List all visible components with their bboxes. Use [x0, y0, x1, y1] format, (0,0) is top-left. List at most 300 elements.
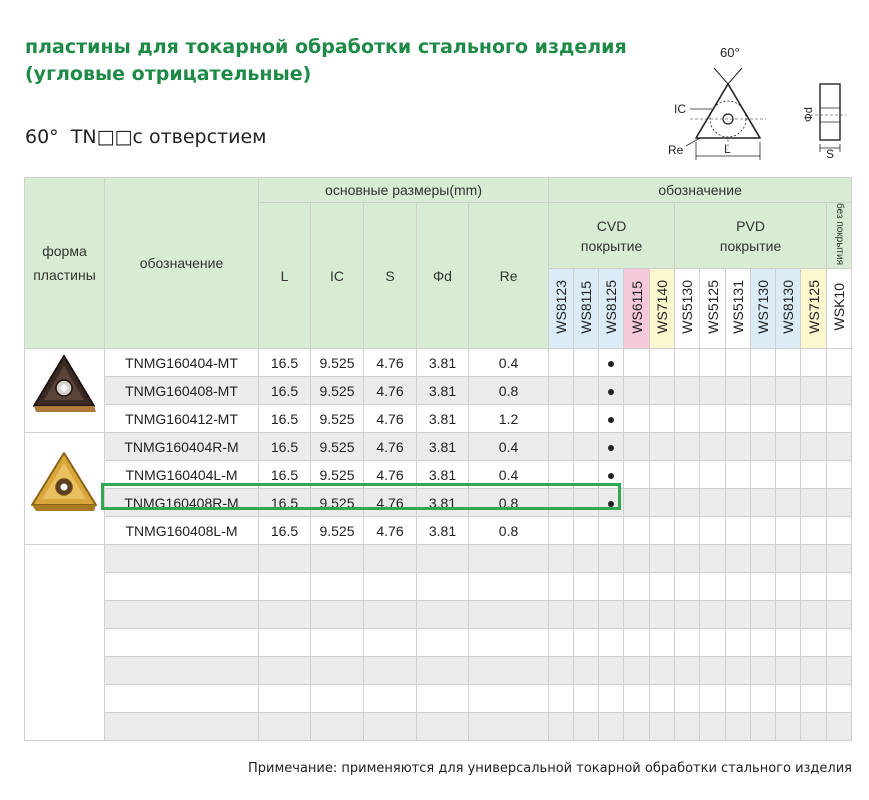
designation-cell: TNMG160412-MT: [105, 405, 259, 433]
designation-cell: TNMG160404R-M: [105, 433, 259, 461]
phid-label: Φd: [803, 107, 815, 122]
dim-l-cell: [259, 601, 311, 629]
grade-cell-ws7125: [801, 461, 827, 489]
grade-cell-ws5131: [726, 405, 751, 433]
grade-cell-ws7130: [751, 405, 776, 433]
table-row: [25, 349, 852, 377]
dim-s-cell: 4.76: [364, 349, 417, 377]
grade-cell-ws7125: [801, 545, 827, 573]
grade-cell-ws7140: [650, 713, 675, 741]
dim-l-cell: [259, 629, 311, 657]
grade-cell-ws5130: [675, 349, 700, 377]
footer-note: Примечание: применяются для универсальной токарной обработки стального изделия: [248, 761, 852, 776]
grade-cell-ws8130: [776, 601, 801, 629]
dim-l-cell: [259, 685, 311, 713]
table-row: [25, 433, 852, 461]
grade-cell-ws8125: [599, 545, 624, 573]
grade-cell-ws8123: [549, 545, 574, 573]
grade-cell-ws8125: [599, 377, 624, 405]
grade-cell-ws7140: [650, 377, 675, 405]
dim-re-cell: 0.8: [469, 517, 549, 545]
dim-ic-cell: [311, 685, 364, 713]
grade-cell-ws7130: [751, 433, 776, 461]
grade-header-ws5131: WS5131: [726, 269, 751, 349]
grade-header-wsk10: WSK10: [827, 269, 852, 349]
grade-cell-ws5131: [726, 629, 751, 657]
grade-cell-wsk10: [827, 573, 852, 601]
grade-cell-ws8125: [599, 657, 624, 685]
dim-ic-cell: 9.525: [311, 461, 364, 489]
grade-cell-ws5131: [726, 517, 751, 545]
grade-cell-ws8123: [549, 685, 574, 713]
dim-s-cell: [364, 629, 417, 657]
title-line-1: пластины для токарной обработки стального изделия: [25, 36, 627, 58]
black-triangle-insert-icon: [30, 350, 100, 420]
grade-cell-ws8123: [549, 713, 574, 741]
grade-cell-ws8115: [574, 405, 599, 433]
grade-cell-ws7125: [801, 657, 827, 685]
grade-cell-ws8115: [574, 377, 599, 405]
designation-cell: [105, 629, 259, 657]
grade-cell-ws7140: [650, 517, 675, 545]
grade-cell-ws8115: [574, 657, 599, 685]
grade-cell-wsk10: [827, 377, 852, 405]
dim-d-cell: 3.81: [417, 489, 469, 517]
dim-d-cell: [417, 685, 469, 713]
dim-s-cell: 4.76: [364, 433, 417, 461]
designation-cell: TNMG160408L-M: [105, 517, 259, 545]
grade-cell-ws7130: [751, 377, 776, 405]
dim-header-ic: IC: [311, 203, 364, 349]
dim-s-cell: 4.76: [364, 489, 417, 517]
grade-cell-ws5131: [726, 545, 751, 573]
triangle-outline: [696, 84, 760, 138]
grade-cell-ws7125: [801, 573, 827, 601]
grade-cell-ws8123: [549, 601, 574, 629]
availability-dot: ●: [606, 494, 616, 511]
grade-cell-ws5125: [700, 405, 726, 433]
grade-cell-ws8115: [574, 629, 599, 657]
grade-cell-ws5130: [675, 573, 700, 601]
grade-cell-ws8115: [574, 573, 599, 601]
dim-ic-cell: 9.525: [311, 489, 364, 517]
grade-cell-ws6115: [624, 601, 650, 629]
grade-cell-ws5131: [726, 349, 751, 377]
grade-cell-ws8115: [574, 685, 599, 713]
grade-cell-ws5125: [700, 629, 726, 657]
grade-cell-ws5131: [726, 433, 751, 461]
designation-cell: [105, 713, 259, 741]
empty-table-row: [25, 713, 852, 741]
grade-header-ws8130: WS8130: [776, 269, 801, 349]
grade-cell-ws7130: [751, 489, 776, 517]
dim-re-cell: 0.4: [469, 461, 549, 489]
grade-cell-ws7130: [751, 713, 776, 741]
grade-cell-ws6115: [624, 573, 650, 601]
grade-cell-ws7125: [801, 517, 827, 545]
grade-cell-ws7125: [801, 489, 827, 517]
pvd-header: PVD покрытие: [675, 203, 827, 269]
shape-cell-empty: [25, 545, 105, 741]
dim-re-cell: 1.2: [469, 405, 549, 433]
grade-cell-ws5131: [726, 713, 751, 741]
grade-cell-ws7140: [650, 685, 675, 713]
grade-cell-ws8125: [599, 601, 624, 629]
grade-cell-ws5130: [675, 489, 700, 517]
dim-re-cell: 0.8: [469, 489, 549, 517]
dim-re-cell: 0.8: [469, 377, 549, 405]
grade-cell-ws7125: [801, 685, 827, 713]
availability-dot: ●: [606, 438, 616, 455]
grade-cell-ws5125: [700, 573, 726, 601]
grade-cell-wsk10: [827, 685, 852, 713]
angle-label: 60°: [720, 45, 740, 60]
grade-header-ws8123: WS8123: [549, 269, 574, 349]
grade-cell-ws6115: [624, 405, 650, 433]
dim-d-cell: 3.81: [417, 461, 469, 489]
grade-cell-ws6115: [624, 489, 650, 517]
grade-cell-ws7130: [751, 629, 776, 657]
dim-d-cell: 3.81: [417, 433, 469, 461]
availability-dot: ●: [606, 410, 616, 427]
dim-header-d: Φd: [417, 203, 469, 349]
empty-table-row: [25, 657, 852, 685]
grade-cell-ws6115: [624, 545, 650, 573]
grade-cell-ws6115: [624, 349, 650, 377]
dim-re-cell: [469, 685, 549, 713]
grade-cell-ws6115: [624, 461, 650, 489]
dim-ic-cell: 9.525: [311, 349, 364, 377]
dim-s-cell: 4.76: [364, 405, 417, 433]
grade-cell-ws7130: [751, 601, 776, 629]
grade-cell-ws6115: [624, 433, 650, 461]
grade-cell-ws8125: [599, 517, 624, 545]
grade-cell-ws7140: [650, 601, 675, 629]
dim-re-cell: 0.4: [469, 349, 549, 377]
grade-cell-ws7140: [650, 405, 675, 433]
l-label: L: [724, 142, 731, 156]
dim-ic-cell: 9.525: [311, 405, 364, 433]
grade-cell-ws5130: [675, 405, 700, 433]
empty-table-row: [25, 601, 852, 629]
dim-d-cell: [417, 713, 469, 741]
grade-cell-ws5130: [675, 685, 700, 713]
grade-cell-ws8123: [549, 489, 574, 517]
table-row: [25, 461, 852, 489]
dim-d-cell: 3.81: [417, 349, 469, 377]
grade-cell-wsk10: [827, 657, 852, 685]
designation-cell: [105, 657, 259, 685]
grade-cell-ws8130: [776, 517, 801, 545]
dim-s-cell: [364, 573, 417, 601]
s-label: S: [826, 147, 835, 160]
grade-cell-ws7140: [650, 573, 675, 601]
dim-l-cell: [259, 713, 311, 741]
grade-cell-ws8130: [776, 433, 801, 461]
dim-s-cell: 4.76: [364, 377, 417, 405]
dim-l-cell: 16.5: [259, 461, 311, 489]
dim-d-cell: [417, 629, 469, 657]
empty-table-row: [25, 685, 852, 713]
dim-header-re: Re: [469, 203, 549, 349]
insert-geometry-diagram: [660, 40, 860, 160]
grade-cell-ws8123: [549, 657, 574, 685]
grade-cell-ws8125: [599, 349, 624, 377]
designation-cell: TNMG160408-MT: [105, 377, 259, 405]
grade-cell-ws8130: [776, 377, 801, 405]
re-label: Re: [668, 143, 684, 157]
dim-l-cell: [259, 573, 311, 601]
grade-cell-ws7140: [650, 629, 675, 657]
dim-re-cell: [469, 629, 549, 657]
gold-triangle-insert-icon: [28, 447, 100, 519]
grade-cell-ws5131: [726, 601, 751, 629]
dim-ic-cell: 9.525: [311, 433, 364, 461]
grade-cell-ws8125: [599, 629, 624, 657]
grade-cell-ws6115: [624, 657, 650, 685]
grade-cell-ws8130: [776, 713, 801, 741]
grade-cell-wsk10: [827, 629, 852, 657]
dim-d-cell: 3.81: [417, 517, 469, 545]
grade-cell-ws7130: [751, 461, 776, 489]
grade-cell-ws8130: [776, 685, 801, 713]
dim-l-cell: [259, 657, 311, 685]
grade-cell-ws8123: [549, 517, 574, 545]
dim-l-cell: 16.5: [259, 349, 311, 377]
dim-s-cell: 4.76: [364, 517, 417, 545]
grade-cell-ws6115: [624, 713, 650, 741]
grade-cell-ws8115: [574, 713, 599, 741]
designation-cell: [105, 545, 259, 573]
grade-cell-ws8115: [574, 433, 599, 461]
grade-cell-ws6115: [624, 685, 650, 713]
grade-cell-ws5131: [726, 657, 751, 685]
grade-cell-ws5131: [726, 461, 751, 489]
designation-cell: TNMG160408R-M: [105, 489, 259, 517]
grade-cell-ws8123: [549, 433, 574, 461]
grade-cell-ws5130: [675, 433, 700, 461]
grade-cell-ws7125: [801, 629, 827, 657]
grade-cell-ws5130: [675, 601, 700, 629]
grade-cell-ws7130: [751, 573, 776, 601]
grade-cell-ws8125: [599, 713, 624, 741]
page-title: [25, 34, 627, 88]
grade-cell-ws7140: [650, 349, 675, 377]
grade-cell-wsk10: [827, 433, 852, 461]
grades-group-header: обозначение: [549, 178, 852, 203]
dim-re-cell: [469, 713, 549, 741]
grade-cell-ws8130: [776, 489, 801, 517]
grade-cell-ws5130: [675, 713, 700, 741]
grade-cell-ws5130: [675, 377, 700, 405]
grade-cell-wsk10: [827, 405, 852, 433]
grade-cell-ws7140: [650, 545, 675, 573]
grade-cell-wsk10: [827, 601, 852, 629]
grade-cell-ws7125: [801, 433, 827, 461]
grade-cell-wsk10: [827, 517, 852, 545]
grade-cell-ws6115: [624, 517, 650, 545]
designation-cell: TNMG160404-MT: [105, 349, 259, 377]
grade-cell-ws8115: [574, 461, 599, 489]
grade-header-ws5125: WS5125: [700, 269, 726, 349]
dim-header-l: L: [259, 203, 311, 349]
empty-table-row: [25, 573, 852, 601]
dim-d-cell: [417, 573, 469, 601]
dim-ic-cell: [311, 573, 364, 601]
dim-l-cell: 16.5: [259, 433, 311, 461]
cvd-header: CVD покрытие: [549, 203, 675, 269]
grade-cell-ws7125: [801, 713, 827, 741]
insert-spec-table: [24, 177, 852, 741]
dims-group-header: основные размеры(mm): [259, 178, 549, 203]
dim-d-cell: 3.81: [417, 377, 469, 405]
dim-re-cell: [469, 573, 549, 601]
grade-cell-ws8125: [599, 489, 624, 517]
dim-d-cell: 3.81: [417, 405, 469, 433]
dim-re-cell: 0.4: [469, 433, 549, 461]
dim-ic-cell: [311, 657, 364, 685]
dim-ic-cell: [311, 713, 364, 741]
dim-l-cell: 16.5: [259, 489, 311, 517]
grade-cell-ws7130: [751, 657, 776, 685]
grade-cell-ws8130: [776, 349, 801, 377]
insert-type-subtitle: 60° TN□□с отверстием: [25, 126, 267, 148]
dim-ic-cell: [311, 601, 364, 629]
dim-s-cell: [364, 657, 417, 685]
grade-cell-ws8115: [574, 517, 599, 545]
grade-cell-ws7130: [751, 545, 776, 573]
dim-s-cell: 4.76: [364, 461, 417, 489]
grade-cell-ws6115: [624, 377, 650, 405]
grade-cell-ws8130: [776, 405, 801, 433]
grade-cell-ws7125: [801, 349, 827, 377]
table-row: [25, 517, 852, 545]
dim-s-cell: [364, 685, 417, 713]
dim-l-cell: 16.5: [259, 517, 311, 545]
grade-cell-ws8130: [776, 573, 801, 601]
grade-cell-ws8125: [599, 461, 624, 489]
dim-ic-cell: 9.525: [311, 377, 364, 405]
grade-cell-ws7125: [801, 405, 827, 433]
grade-cell-ws8130: [776, 545, 801, 573]
grade-header-ws6115: WS6115: [624, 269, 650, 349]
grade-cell-ws8130: [776, 461, 801, 489]
grade-cell-wsk10: [827, 713, 852, 741]
grade-cell-ws7140: [650, 433, 675, 461]
grade-cell-ws8123: [549, 349, 574, 377]
grade-cell-ws8115: [574, 601, 599, 629]
dim-re-cell: [469, 657, 549, 685]
dim-l-cell: 16.5: [259, 405, 311, 433]
grade-cell-ws5125: [700, 517, 726, 545]
grade-cell-ws8125: [599, 573, 624, 601]
grade-cell-ws8125: [599, 685, 624, 713]
grade-cell-ws5131: [726, 489, 751, 517]
grade-cell-wsk10: [827, 349, 852, 377]
grade-cell-ws5130: [675, 545, 700, 573]
grade-cell-ws8123: [549, 377, 574, 405]
dim-d-cell: [417, 545, 469, 573]
designation-cell: [105, 573, 259, 601]
designation-cell: TNMG160404L-M: [105, 461, 259, 489]
grade-cell-ws7125: [801, 377, 827, 405]
availability-dot: ●: [606, 354, 616, 371]
grade-cell-ws5130: [675, 629, 700, 657]
grade-cell-ws5131: [726, 573, 751, 601]
empty-table-row: [25, 545, 852, 573]
grade-cell-ws8123: [549, 573, 574, 601]
grade-cell-ws5130: [675, 657, 700, 685]
grade-cell-wsk10: [827, 461, 852, 489]
dim-d-cell: [417, 657, 469, 685]
table-row: [25, 377, 852, 405]
availability-dot: ●: [606, 382, 616, 399]
grade-header-ws7125: WS7125: [801, 269, 827, 349]
grade-cell-ws5130: [675, 517, 700, 545]
uncoated-header: без покрытия: [827, 203, 852, 269]
grade-cell-ws8115: [574, 545, 599, 573]
table-row: [25, 405, 852, 433]
dim-ic-cell: [311, 545, 364, 573]
dim-re-cell: [469, 545, 549, 573]
dim-s-cell: [364, 601, 417, 629]
designation-cell: [105, 685, 259, 713]
grade-cell-ws6115: [624, 629, 650, 657]
grade-cell-wsk10: [827, 489, 852, 517]
grade-cell-ws8123: [549, 405, 574, 433]
grade-cell-wsk10: [827, 545, 852, 573]
grade-cell-ws7130: [751, 349, 776, 377]
grade-cell-ws8125: [599, 433, 624, 461]
grade-cell-ws8125: [599, 405, 624, 433]
grade-cell-ws7140: [650, 657, 675, 685]
grade-cell-ws7130: [751, 685, 776, 713]
grade-cell-ws8115: [574, 489, 599, 517]
empty-table-row: [25, 629, 852, 657]
grade-cell-ws5130: [675, 461, 700, 489]
dim-l-cell: 16.5: [259, 377, 311, 405]
availability-dot: ●: [606, 466, 616, 483]
dim-header-s: S: [364, 203, 417, 349]
grade-cell-ws5125: [700, 545, 726, 573]
dim-d-cell: [417, 601, 469, 629]
grade-cell-ws5125: [700, 657, 726, 685]
grade-cell-ws8130: [776, 629, 801, 657]
designation-header: обозначение: [105, 178, 259, 349]
grade-cell-ws8123: [549, 629, 574, 657]
grade-header-ws7130: WS7130: [751, 269, 776, 349]
dim-l-cell: [259, 545, 311, 573]
grade-cell-ws7140: [650, 489, 675, 517]
angle-arc: [714, 68, 742, 84]
grade-cell-ws8130: [776, 657, 801, 685]
dim-s-cell: [364, 713, 417, 741]
grade-cell-ws5125: [700, 349, 726, 377]
grade-cell-ws5131: [726, 377, 751, 405]
title-line-2: (угловые отрицательные): [25, 63, 312, 85]
grade-cell-ws5125: [700, 377, 726, 405]
grade-cell-ws7130: [751, 517, 776, 545]
shape-header: форма пластины: [25, 178, 105, 349]
ic-label: IC: [674, 102, 686, 116]
designation-cell: [105, 601, 259, 629]
grade-cell-ws5131: [726, 685, 751, 713]
table-row: [25, 489, 852, 517]
grade-cell-ws8123: [549, 461, 574, 489]
grade-cell-ws7125: [801, 601, 827, 629]
grade-cell-ws5125: [700, 713, 726, 741]
dim-re-cell: [469, 601, 549, 629]
